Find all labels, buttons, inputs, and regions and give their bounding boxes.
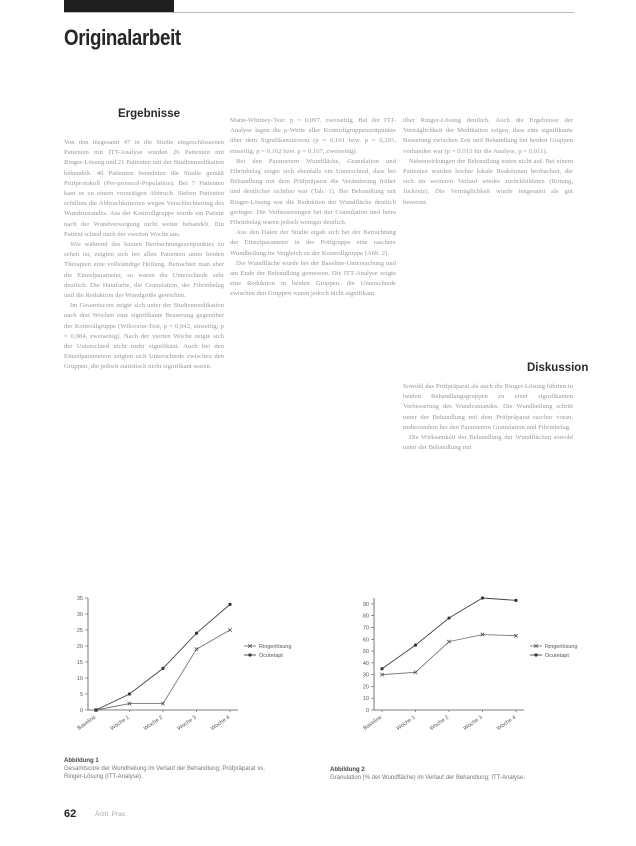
series-2-point (380, 667, 383, 670)
figure-1-label: Abbildung 1 (64, 758, 99, 764)
y-tick-label: 60 (362, 637, 369, 644)
legend-label: Ocutetapt (259, 653, 283, 659)
y-tick-label: 10 (362, 696, 369, 703)
header-bar (64, 0, 174, 12)
y-tick-label: 30 (76, 612, 83, 618)
y-tick-label: 30 (362, 672, 369, 679)
paragraph: Aus den Daten der Studie ergab sich bei der Betrachtung der Einzelparameter in der Prüfgruppe eine raschere Wundheilung im Vergleich zu der Kontrollgruppe (Abb. 2). (230, 229, 396, 257)
section-heading-discussion: Diskussion (527, 362, 589, 374)
chart-1 (66, 586, 316, 756)
header-rule (64, 12, 574, 13)
y-tick-label: 15 (76, 660, 83, 666)
x-tick-label: Woche 2 (429, 714, 451, 733)
series-2-line (382, 598, 516, 669)
y-tick-label: 25 (76, 628, 83, 634)
series-2-line (96, 604, 230, 710)
paragraph: über Ringer-Lösung deutlich. Auch die Ergebnisse der Verträglichkeit der Medikation zeigen, dass eine signifikante Besserung zwischen Zeit und Behandlung bei beiden Gruppen vorhanden war (p = 0,015 für die Analyse, p = 0,011). (403, 117, 573, 155)
x-tick-label: Woche 4 (496, 714, 518, 733)
paragraph: Mann-Whitney-Test: p = 0,097, zweiseitig. Bei der ITT-Analyse lagen die p-Werte aller Kontrollgruppenzeitpunkte über dem Signifikanzniveau (p = 0,161 bzw. p = 0,203, einseitig; p = 0,162 bzw. p = 0,167, zweiseitig). (230, 117, 396, 155)
x-tick-label: Woche 1 (395, 714, 417, 733)
paragraph: Von den insgesamt 47 in die Studie eingeschlossenen Patienten mit ITT-Analyse wurden 26 Patienten mit Ringer-Lösung und 21 Patienten mit der Studienmedikation behandelt. 40 Patienten beendeten die Studie gemäß Prüfprotokoll (Per-protocol-Population). Bei 7 Patienten kam es zu einem vorzeitigen Abbruch. Sieben Patienten erfüllten die Abbruchkriterien wegen Verschlechterung des Wundzustandes. Aus der Kontrollgruppe wurde ein Patient nach der Wundversorgung nicht weiter behandelt. Ein Patient schied nach der zweiten Woche aus. (64, 139, 224, 238)
series-2-point (195, 632, 198, 635)
series-2-point (414, 644, 417, 647)
y-tick-label: 0 (365, 708, 369, 714)
paragraph: Nebenwirkungen der Behandlung traten nicht auf. Bei einem Patienten wurden leichte lokale Reaktionen beobachtet, die sich im weiteren Verlauf wieder zurückbildeten (Rötung, Juckreiz). Die Verträglichkeit wurde insgesamt als gut bewertet. (403, 157, 573, 206)
y-tick-label: 20 (76, 644, 83, 650)
series-1-point (228, 628, 232, 632)
chart-2 (352, 586, 592, 756)
chart-2-svg (352, 586, 592, 756)
x-tick-label: Baseline (76, 714, 98, 732)
journal-name: Ärztl. Prax. (95, 811, 127, 818)
x-tick-label: Woche 3 (176, 714, 198, 733)
series-1-point (195, 647, 199, 651)
x-tick-label: Woche 3 (462, 714, 484, 733)
figure-2-label: Abbildung 2 (330, 767, 365, 773)
figure-1-caption (64, 757, 274, 781)
x-tick-label: Baseline (362, 714, 384, 732)
chart-1-plot (76, 596, 291, 732)
page-number: 62 (64, 808, 77, 820)
figure-1-caption-text: Gesamtscore der Wundheilung im Verlauf der Behandlung; Prüfpräparat vs. Ringer-Lösung (ITT-Analyse). (64, 766, 265, 780)
x-tick-label: Woche 2 (143, 714, 165, 733)
text-column-3 (403, 116, 573, 360)
series-2-point (228, 603, 231, 606)
series-2-point (161, 667, 164, 670)
paragraph: Sowohl das Prüfpräparat als auch die Ringer-Lösung führten in beiden Behandlungsgruppen zu einer signifikanten Verbesserung des Wundzustandes. Die Wundheilung schritt unter der Behandlung mit dem Prüfpräparat rascher voran, insbesondere bei den Parametern Granulation und Fibrinbelag. (403, 383, 573, 431)
y-tick-label: 10 (76, 676, 83, 682)
paragraph: Im Gesamtscore zeigte sich unter der Studienmedikation nach drei Wochen eine signifikante Besserung gegenüber der Kontrollgruppe (Wilcoxon-Test, p = 0,042, einseitig; p = 0,084, zweiseitig). Nach der vierten Woche zeigte sich der Unterschied nicht mehr signifikant. Auch bei den Einzelparametern zeigten sich Unterschiede zwischen den Gruppen, die jedoch statistisch nicht signifikant waren. (64, 302, 224, 371)
series-2-point (481, 596, 484, 599)
y-tick-label: 20 (362, 684, 369, 691)
figure-2-caption (330, 766, 560, 782)
figure-2-caption-text: Granulation (% der Wundfläche) im Verlauf der Behandlung; ITT-Analyse. (330, 775, 525, 781)
y-tick-label: 50 (362, 649, 369, 656)
x-tick-label: Woche 4 (210, 714, 232, 733)
chart-2-plot (362, 596, 577, 732)
text-column-3b (403, 382, 573, 560)
chart-1-svg (66, 586, 316, 756)
y-tick-label: 5 (79, 692, 83, 698)
y-tick-label: 90 (362, 601, 369, 608)
y-tick-label: 70 (362, 625, 369, 632)
y-tick-label: 35 (76, 596, 83, 602)
text-column-2 (230, 116, 396, 560)
paragraph: Die Wirksamkeit der Behandlung der Wundflächen sowohl unter der Behandlung mit (403, 434, 573, 452)
y-tick-label: 80 (362, 613, 369, 620)
series-2-point (514, 599, 517, 602)
series-2-point (94, 708, 97, 711)
text-column-1 (64, 138, 224, 560)
paragraph: Die Wundfläche wurde bei der Baseline-Untersuchung und am Ende der Behandlung gemessen. Die ITT-Analyse zeigte eine Reduktion in beiden Gruppen, die Unterschiede zwischen den Gruppen waren jedoch nicht signifikant. (230, 259, 396, 298)
legend-label: Ocutetapt (545, 653, 569, 659)
legend-marker (248, 653, 251, 656)
page-title: Originalarbeit (64, 25, 181, 50)
series-2-point (128, 692, 131, 695)
legend-label: Ringerlösung (259, 644, 292, 650)
series-2-point (447, 616, 450, 619)
x-tick-label: Woche 1 (109, 714, 131, 733)
paragraph: Bei den Parametern Wundfläche, Granulation und Fibrinbelag zeigte sich ebenfalls ein Unterschied, dass bei Behandlung mit dem Prüfpräparat die Veränderung früher und deutlicher sichtbar war (Tab. 1). Bei Behandlung mit Ringer-Lösung war die Reduktion der Wundfläche deutlich geringer. Die Verbesserungen bei der Granulation und beim Fibrinbelag waren jedoch weniger deutlich. (230, 157, 396, 227)
y-tick-label: 40 (362, 660, 369, 667)
y-tick-label: 0 (79, 708, 83, 714)
paragraph: Wie während des letzten Beobachtungszeitpunktes zu sehen ist, zeigten sich bei allen Patienten unter beiden Therapien eine vollständige Heilung. Betrachtet man aber die Einzelparameter, so waren die Unterschiede sehr deutlich. Die Hautfarbe, die Granulation, der Fibrinbelag und die Reduktion der Wundgröße gewichtet. (64, 241, 224, 300)
section-heading-results: Ergebnisse (118, 108, 180, 120)
legend-label: Ringerlösung (545, 644, 578, 650)
legend-marker (534, 653, 537, 656)
